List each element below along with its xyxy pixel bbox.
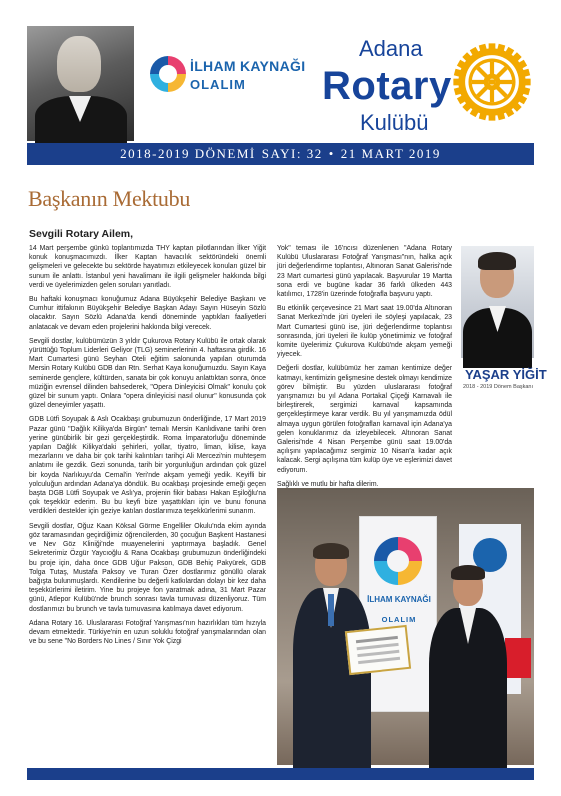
article-left-column [29, 244, 266, 764]
article-paragraph: 14 Mart perşembe günkü toplantımızda THY kaptan pilotlarından İlker Yiğit konuk konuşmacımızdı. İlker Kaptan havacılık sektöründeki önemli gelişmeleri ve gelecekte bu sektörde hayatımızı etkileyecek konuları güzel bir sunum ile anlattı. İstanbul yeni havalimanı ile ilgili gelişmeler hakkında bilgi verdi ve üyelerimizden gelen soruları yanıtladı. [29, 245, 266, 289]
ilham-kaynagi-mark-icon [150, 56, 186, 92]
article-paragraph: Bu etkinlik çerçevesince 21 Mart saat 19.00'da Altınoran Sanat Merkezi'nde jüri üyeleri ile söyleşi yapılacak, 23 Mart Cumartesi günü ise, jüri değerlendirme toplantısı sonrasında, jüri üyeleri ile kulüp yönetimimiz ve fotoğraf komite üyelerimiz Çukurova Kulübü'nde akşam yemeği yiyecek. [277, 305, 452, 359]
article-paragraph: GDB Lütfi Soyupak & Aslı Ocakbaşı grubumuzun önderliğinde, 17 Mart 2019 Pazar günü "Dağlık Kilikya'da Birgün" temalı Mersin Kanlıdivane tarihi ören yerine günübirlik bir gezi gerçekleştirdik. Roma İmparatorluğu döneminde yapılan Dağlık Kilikya'daki şehirleri, yollar, tiyatro, liman, kilise, kaya mezarlarını ve daha bir çok tarihi kalıntıları tarihçi Ali Mercezi'nin muhteşem anlatımı ile gezdik. Gezi sonunda, tarih bir yorgunluğun ardından çok güzel bir koyda Narlıkuyu'da Cemal'in Yeri'nde akşam yemeği yedik. Keyifli bir yolculuğun ardından Adana'ya döndük. Bu ocakbaşı projesinde emeği geçen başta DGB Lütfi Soyupak ve Aslı'ya, projenin fikir babası Hakan Eşiloğlu'na çok teşekkür ederim. Bu bu keyfi bize yaşattıkları için ve bunu fonuna verdikleri destekler için geziye katılan dostlarımıza teşekkürlerimi sunarım. [29, 416, 266, 516]
club-name-rotary: Rotary [322, 64, 452, 108]
banner-text-line1: İLHAM KAYNAĞI [367, 595, 431, 604]
article-paragraph: Sevgili dostlar, kulübümüzün 3 yıldır Çukurova Rotary Kulübü ile ortak olarak yürüttüğü Toplum Liderleri Geliyor (TLG) seminerlerinin 4. haftasına girdik. 16 Mart Cumartesi günü Seyhan Oteli eğitim salonunda yapılan oturumda Mersin Rotary Kulübü GDB dan Rtn. Serhat Kaya konuğumuzdu. Sayın Kaya seminerde gençlere, kültürden, sanata bir çok konuyu anlattıktan sonra, önce müziğin evrensel dilinden bahsederek, "Opera Dinleyicisi Olmak" konulu çok güzel bir sunum yaptı. Onlara "opera dinleyicisi nasıl olunur" konusunda çok güzel deneyimler yaşattı. [29, 337, 266, 410]
ilham-kaynagi-line1: İLHAM KAYNAĞI [190, 58, 306, 74]
banner-text-line2: OLALIM [381, 615, 417, 624]
banner-logo-icon [374, 537, 422, 585]
masthead [0, 0, 561, 143]
issue-bullet: • [328, 146, 335, 161]
article-paragraph: Yok" teması ile 16'ncısı düzenlenen "Adana Rotary Kulübü Uluslararası Fotoğraf Yarışması"nın, halka açık jüri değerlendirme toplantısı, Altınoran Sanat Galerisi'nde 23 Mart cumartesi günü yapılacak. Başvurular 19 Martta sona erdi ve bugüne kadar 36 farklı ülkeden 443 katılımcı, 1728'in üzerinde fotoğrafla başvuru yaptı. [277, 245, 452, 299]
ilham-kaynagi-line2: OLALIM [190, 77, 246, 92]
article-paragraph: Sağlıklı ve mutlu bir hafta dilerim. [277, 480, 379, 488]
issue-number: SAYI: 32 [261, 146, 323, 161]
issue-date: 21 MART 2019 [340, 146, 441, 161]
footer-bar [27, 768, 534, 780]
president-name: YAŞAR YİĞİT [465, 367, 547, 382]
president-role: 2018 - 2019 Dönem Başkanı [463, 384, 534, 390]
article-salutation: Sevgili Rotary Ailem, [29, 228, 134, 240]
ataturk-portrait [27, 26, 134, 141]
club-name-kulubu: Kulübü [360, 110, 429, 135]
article-title: Başkanın Mektubu [28, 186, 191, 211]
president-photo [461, 246, 534, 358]
article-paragraph: Sevgili dostlar, Oğuz Kaan Köksal Görme Engelliler Okulu'nda ekim ayında göz taramasından geçirdiğimiz öğrencilerden, 30 çocuğun Başkent Hastanesi ve Nev Göz Kliniği'nde muayenelerini yaptırmaya başladık. Genel Sekreterimiz Özgür Yaycıoğlu & Rana Ocakbaşı grubumuzun önderliğindeki bu proje için, daha önce GDB Uğur Pakson, GDB Behiç Pakyürek, GDB Tolga Tutaş, Mustafa Paksoy ve Turan Özer dostlarımız gönüllü olarak bağışta bulunmuşlardı. Kendilerine bu değerli katkılardan dolayı bir kez daha teşekkürlerimi iletirim. Yine bu projeye fon yaratmak adına, 31 Mart Pazar günü, Atlepor Kulübü'nde brunch sonrası tavla turnuvası düzenliyoruz. Tüm dostlarımızı bu brunch ve tavla turnuvasına katılmaya davet ediyorum. [29, 522, 266, 613]
turkish-flag [505, 638, 531, 678]
event-photo [277, 488, 534, 765]
ilham-kaynagi-logo [150, 52, 306, 102]
article-paragraph: Değerli dostlar, kulübümüz her zaman kentimize değer katmayı, kentimizin gelişmesine destek olmayı kendimize görev bilmiştir. Bu yüzden uluslararası fotoğraf yarışmamızı bu yıl Adana Portakal Çiçeği Karnavalı ile birleştirerek, sergimizi karnaval kapsamında gerçekleştirmeye karar verdik. Bu yıl yarışmamızda ödül almaya uygun görülen fotoğrafları karnaval için Adana'ya gelen konuklarımız da izleyebilecek. Altınoran Sanat Galerisi'nde 4 Nisan Perşembe günü saat 19.00'da açılışını yapılacağımız sergimiz 10 Nisan'a kadar açık kalacak. Sergi açılışına tüm kulüp üye ve eşlerimizi davet ediyorum. [277, 365, 452, 474]
article-middle-column [277, 244, 452, 488]
certificate [345, 625, 411, 675]
rotary-wheel-icon [450, 40, 534, 124]
issue-info-bar [27, 143, 534, 165]
article-paragraph: Adana Rotary 16. Uluslararası Fotoğraf Yarışması'nın hazırlıkları tüm hızıyla devam etmektedir. Türkiye'nin en uzun soluklu fotoğraf yarışmalarından olan ve bu sene "No Borders No Lines / Sınır Yok Çizgi [29, 619, 266, 646]
article-paragraph: Bu haftaki konuşmacı konuğumuz Adana Büyükşehir Belediye Başkanı ve Cumhur ittifakının Büyükşehir Belediye Başkan Adayı Sayın Hüseyin Sözlü olacaktır. Sayın Sözlü Adana'da kendi döneminde yaptıkları faaliyetleri anlatacak ve devam eden projelerini hakkında bilgi verecek. [29, 296, 266, 331]
club-name-adana: Adana [359, 36, 423, 61]
issue-term: 2018-2019 DÖNEMİ [120, 146, 256, 161]
person-right [429, 568, 507, 768]
